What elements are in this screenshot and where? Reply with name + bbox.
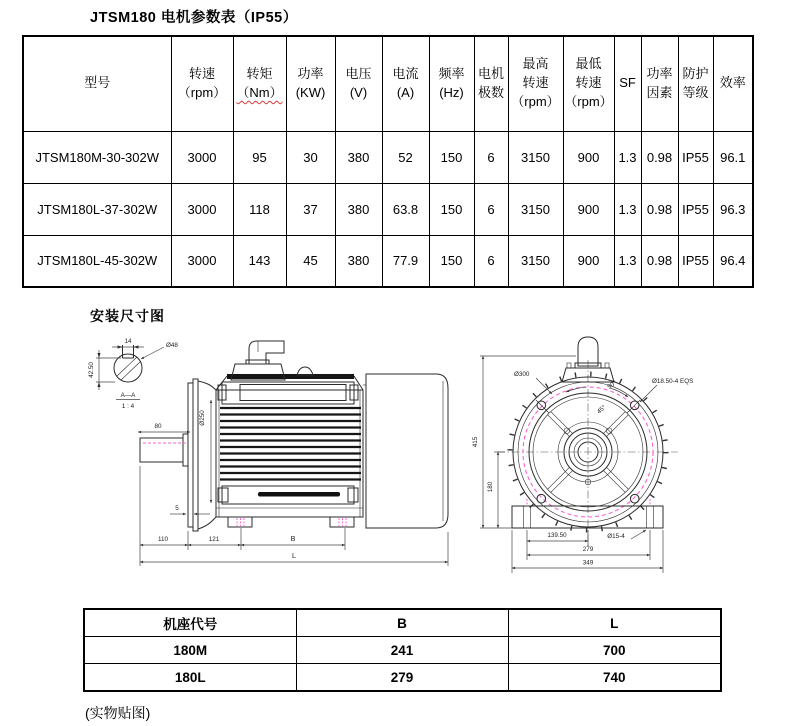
spec-cell: 3150 <box>508 235 563 287</box>
spec-cell: 77.9 <box>382 235 429 287</box>
flange-diameter-dim: Ø250 <box>199 410 206 426</box>
spec-cell: 6 <box>474 131 508 183</box>
spec-cell: IP55 <box>678 235 713 287</box>
spec-header-voltage: 电压 (V) <box>335 36 382 131</box>
frame-cell: 180M <box>84 637 296 664</box>
section-title-installation: 安装尺寸图 <box>90 308 165 324</box>
spec-row-180m30 <box>23 131 753 183</box>
spec-cell: 1.3 <box>614 183 641 235</box>
spec-cell: 900 <box>563 183 614 235</box>
spec-cell: 6 <box>474 235 508 287</box>
spec-cell: JTSM180M-30-302W <box>23 131 171 183</box>
spec-cell: 143 <box>233 235 286 287</box>
scale-label: 1 : 4 <box>121 403 135 410</box>
spec-cell: 63.8 <box>382 183 429 235</box>
frame-cell: 241 <box>296 637 508 664</box>
spec-header-power: 功率 (KW) <box>286 36 335 131</box>
dim-279: 279 <box>582 546 594 553</box>
spec-cell: 45 <box>286 235 335 287</box>
spec-cell: IP55 <box>678 131 713 183</box>
spec-cell: 3150 <box>508 183 563 235</box>
spec-cell: 150 <box>429 183 474 235</box>
detail-diameter-label: Ø48 <box>166 342 178 349</box>
spec-cell: 96.1 <box>713 131 753 183</box>
footer-note: (实物贴图) <box>85 705 151 721</box>
spec-cell: 1.3 <box>614 235 641 287</box>
spec-cell: 380 <box>335 131 382 183</box>
frame-cell: 180L <box>84 664 296 692</box>
spec-cell: 95 <box>233 131 286 183</box>
spec-header-poles: 电机 极数 <box>474 36 508 131</box>
dim-110: 110 <box>157 536 169 543</box>
frame-row-180l <box>84 664 721 692</box>
spec-header-efficiency: 效率 <box>713 36 753 131</box>
dim-139-50: 139.50 <box>547 532 567 539</box>
fan-cover <box>366 374 448 528</box>
section-label: A—A <box>120 392 136 399</box>
spec-cell: 0.98 <box>641 235 678 287</box>
shaft-length-dim: 80 <box>154 423 162 430</box>
foot-holes-label: Ø15-4 <box>607 533 625 540</box>
spec-cell: 96.4 <box>713 235 753 287</box>
lifting-lug <box>297 367 313 375</box>
spec-cell: 30 <box>286 131 335 183</box>
motor-side-view <box>138 341 448 566</box>
frame-row-180m <box>84 637 721 664</box>
spec-cell: IP55 <box>678 183 713 235</box>
spec-cell: 3000 <box>171 131 233 183</box>
mounting-base <box>512 499 663 528</box>
spec-cell: 96.3 <box>713 183 753 235</box>
frame-cell: 279 <box>296 664 508 692</box>
cooling-fins <box>220 408 361 480</box>
spec-cell: 52 <box>382 131 429 183</box>
dim-b: B <box>290 534 296 543</box>
spec-header-sf: SF <box>614 36 641 131</box>
spec-table <box>22 35 754 288</box>
spec-header-speed: 转速 （rpm） <box>171 36 233 131</box>
angle-90-label: 90° <box>606 379 619 391</box>
spec-cell: 3000 <box>171 183 233 235</box>
spec-cell: 1.3 <box>614 131 641 183</box>
spec-cell: JTSM180L-45-302W <box>23 235 171 287</box>
spec-cell: 6 <box>474 183 508 235</box>
spec-cell: 0.98 <box>641 131 678 183</box>
spec-cell: 900 <box>563 131 614 183</box>
spec-cell: 150 <box>429 131 474 183</box>
angle-45-label: 45° <box>595 404 608 416</box>
spec-header-row <box>23 36 753 131</box>
flange-holes-label: Ø18.50-4 EQS <box>652 378 694 385</box>
bolt-circle-dia-label: Ø300 <box>514 371 530 378</box>
spec-header-max-speed: 最高 转速 （rpm） <box>508 36 563 131</box>
spec-cell: JTSM180L-37-302W <box>23 183 171 235</box>
spec-header-model: 型号 <box>23 36 171 131</box>
spec-cell: 150 <box>429 235 474 287</box>
spec-cell: 118 <box>233 183 286 235</box>
frame-header-code: 机座代号 <box>84 609 296 637</box>
detail-width-dim: 14 <box>124 338 132 345</box>
detail-height-dim: 42.50 <box>88 362 95 378</box>
frame-header-l: L <box>508 609 721 637</box>
spec-cell: 0.98 <box>641 183 678 235</box>
spec-header-torque: 转矩 （Nm） <box>233 36 286 131</box>
motor-front-view <box>472 337 693 573</box>
spec-row-180l37 <box>23 183 753 235</box>
spec-cell: 380 <box>335 235 382 287</box>
dim-121: 121 <box>208 536 220 543</box>
page-title: JTSM180 电机参数表（IP55） <box>90 10 298 26</box>
dim-180: 180 <box>487 481 494 493</box>
spec-header-power-factor: 功率 因素 <box>641 36 678 131</box>
dim-l: L <box>292 551 296 560</box>
dim-349: 349 <box>582 559 594 567</box>
dim-415: 415 <box>472 436 479 448</box>
spec-cell: 3150 <box>508 131 563 183</box>
shaft-section-detail <box>88 338 178 410</box>
spec-row-180l45 <box>23 235 753 287</box>
spec-cell: 380 <box>335 183 382 235</box>
spec-header-current: 电流 (A) <box>382 36 429 131</box>
installation-drawing <box>60 300 800 605</box>
frame-header-b: B <box>296 609 508 637</box>
spec-cell: 900 <box>563 235 614 287</box>
spec-header-min-speed: 最低 转速 （rpm） <box>563 36 614 131</box>
spec-header-frequency: 频率 (Hz) <box>429 36 474 131</box>
spec-cell: 37 <box>286 183 335 235</box>
spec-cell: 3000 <box>171 235 233 287</box>
spec-header-protection: 防护 等级 <box>678 36 713 131</box>
frame-header-row <box>84 609 721 637</box>
frame-cell: 700 <box>508 637 721 664</box>
frame-cell: 740 <box>508 664 721 692</box>
frame-size-table <box>83 608 722 692</box>
flange-gap-dim: 5 <box>175 505 179 512</box>
